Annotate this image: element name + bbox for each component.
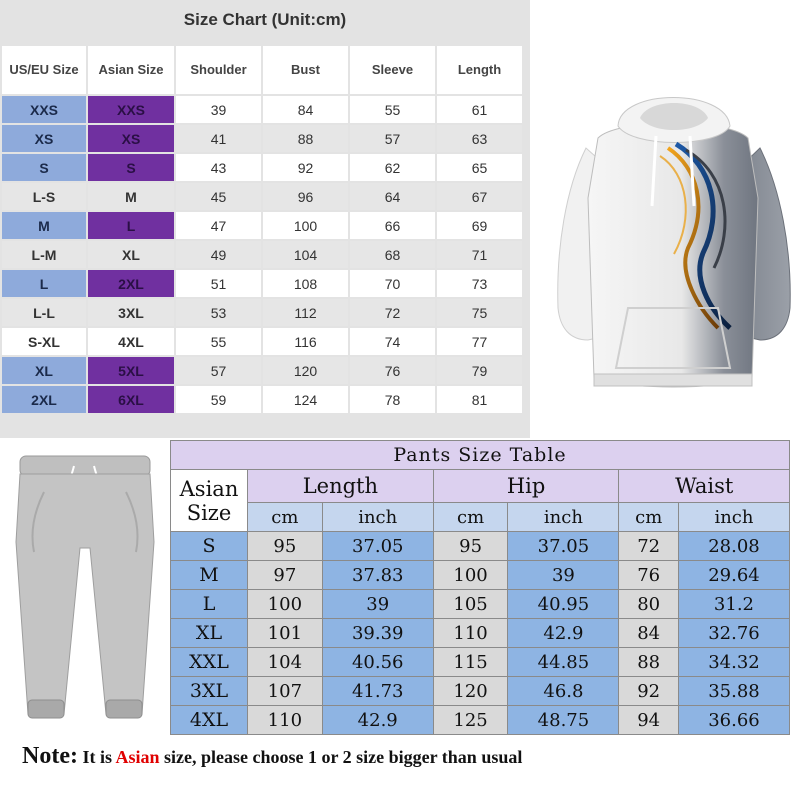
cell-asian-size: S: [88, 154, 174, 181]
pants-cell-hip-cm: 110: [433, 619, 508, 648]
size-table-row: [2, 357, 522, 384]
header-bust: Bust: [263, 46, 348, 94]
cell-shoulder: 43: [176, 154, 261, 181]
cell-sleeve: 70: [350, 270, 435, 297]
note-label: Note: [22, 743, 70, 769]
pants-unit-hip-cm: cm: [433, 503, 508, 532]
pants-cell-hip-cm: 120: [433, 677, 508, 706]
size-table-row: [2, 212, 522, 239]
pants-cell-size: 3XL: [171, 677, 248, 706]
cell-us-eu-size: L-S: [2, 183, 86, 210]
cell-shoulder: 59: [176, 386, 261, 413]
size-table-header-row: [2, 46, 522, 94]
pants-cell-hip-inch: 40.95: [508, 590, 619, 619]
pants-cell-length-inch: 41.73: [322, 677, 433, 706]
cell-shoulder: 57: [176, 357, 261, 384]
pants-cell-hip-cm: 125: [433, 706, 508, 735]
cell-us-eu-size: L-M: [2, 241, 86, 268]
header-sleeve: Sleeve: [350, 46, 435, 94]
cell-bust: 116: [263, 328, 348, 355]
cell-asian-size: 6XL: [88, 386, 174, 413]
cell-bust: 84: [263, 96, 348, 123]
pants-cell-length-inch: 37.83: [322, 561, 433, 590]
cell-length: 61: [437, 96, 522, 123]
pants-cell-waist-inch: 29.64: [678, 561, 789, 590]
cell-shoulder: 45: [176, 183, 261, 210]
pants-table-row: [171, 532, 790, 561]
note-text-before: It is: [77, 747, 116, 767]
cell-us-eu-size: L-L: [2, 299, 86, 326]
hoodie-size-chart: [0, 0, 530, 438]
pants-table-row: [171, 590, 790, 619]
hoodie-image: [548, 78, 798, 408]
pants-cell-waist-cm: 88: [619, 648, 679, 677]
pants-cell-length-cm: 104: [248, 648, 323, 677]
pants-cell-size: M: [171, 561, 248, 590]
pants-cell-length-inch: 42.9: [322, 706, 433, 735]
pants-cell-size: S: [171, 532, 248, 561]
pants-unit-waist-inch: inch: [678, 503, 789, 532]
pants-cell-waist-cm: 76: [619, 561, 679, 590]
cell-bust: 124: [263, 386, 348, 413]
pants-image: [4, 452, 166, 734]
cell-shoulder: 53: [176, 299, 261, 326]
cell-bust: 92: [263, 154, 348, 181]
header-asian-size: Asian Size: [88, 46, 174, 94]
cell-sleeve: 68: [350, 241, 435, 268]
pants-cell-waist-cm: 84: [619, 619, 679, 648]
pants-cell-waist-inch: 28.08: [678, 532, 789, 561]
cell-asian-size: L: [88, 212, 174, 239]
size-table-row: [2, 125, 522, 152]
size-chart-title: Size Chart (Unit:cm): [183, 10, 347, 29]
note-colon: :: [69, 743, 78, 769]
size-table-row: [2, 299, 522, 326]
pants-cell-length-cm: 110: [248, 706, 323, 735]
pants-cell-hip-inch: 48.75: [508, 706, 619, 735]
cell-sleeve: 78: [350, 386, 435, 413]
size-table-row: [2, 386, 522, 413]
cell-us-eu-size: S: [2, 154, 86, 181]
pants-cell-size: XXL: [171, 648, 248, 677]
cell-asian-size: 5XL: [88, 357, 174, 384]
cell-asian-size: M: [88, 183, 174, 210]
size-table-row: [2, 183, 522, 210]
cell-shoulder: 55: [176, 328, 261, 355]
cell-shoulder: 39: [176, 96, 261, 123]
cell-shoulder: 47: [176, 212, 261, 239]
pants-cell-hip-cm: 100: [433, 561, 508, 590]
cell-asian-size: XS: [88, 125, 174, 152]
pants-cell-size: 4XL: [171, 706, 248, 735]
cell-length: 65: [437, 154, 522, 181]
pants-header-asian-size: [171, 470, 248, 532]
cell-length: 79: [437, 357, 522, 384]
pants-cell-hip-inch: 37.05: [508, 532, 619, 561]
cell-bust: 112: [263, 299, 348, 326]
note-text-after: size, please choose 1 or 2 size bigger than usual: [159, 747, 523, 767]
cell-bust: 104: [263, 241, 348, 268]
cell-us-eu-size: L: [2, 270, 86, 297]
pants-table-row: [171, 677, 790, 706]
cell-us-eu-size: 2XL: [2, 386, 86, 413]
pants-table-title: Pants Size Table: [171, 441, 790, 470]
pants-header-length: Length: [248, 470, 434, 503]
pants-cell-hip-inch: 46.8: [508, 677, 619, 706]
pants-cell-waist-inch: 34.32: [678, 648, 789, 677]
pants-unit-length-cm: cm: [248, 503, 323, 532]
pants-cell-hip-inch: 39: [508, 561, 619, 590]
note-highlight: Asian: [115, 747, 160, 767]
size-table-row: [2, 328, 522, 355]
cell-sleeve: 55: [350, 96, 435, 123]
cell-length: 63: [437, 125, 522, 152]
cell-sleeve: 64: [350, 183, 435, 210]
cell-shoulder: 49: [176, 241, 261, 268]
pants-cell-waist-cm: 80: [619, 590, 679, 619]
pants-cell-hip-inch: 42.9: [508, 619, 619, 648]
pants-header-size: Size: [186, 500, 232, 525]
pants-table-unit-row: [171, 503, 790, 532]
header-shoulder: Shoulder: [176, 46, 261, 94]
cell-us-eu-size: XS: [2, 125, 86, 152]
pants-cell-length-cm: 95: [248, 532, 323, 561]
cell-sleeve: 57: [350, 125, 435, 152]
cell-length: 77: [437, 328, 522, 355]
pants-table-group-row: [171, 470, 790, 503]
pants-cell-length-cm: 107: [248, 677, 323, 706]
pants-table-row: [171, 561, 790, 590]
cell-shoulder: 41: [176, 125, 261, 152]
pants-cell-length-cm: 100: [248, 590, 323, 619]
cell-length: 73: [437, 270, 522, 297]
size-note: [22, 738, 792, 774]
pants-cell-waist-inch: 36.66: [678, 706, 789, 735]
pants-cell-hip-cm: 95: [433, 532, 508, 561]
cell-asian-size: 4XL: [88, 328, 174, 355]
size-table-row: [2, 154, 522, 181]
cell-asian-size: XXS: [88, 96, 174, 123]
hoodie-size-table: [0, 44, 524, 415]
pants-cell-size: L: [171, 590, 248, 619]
pants-unit-hip-inch: inch: [508, 503, 619, 532]
cell-bust: 88: [263, 125, 348, 152]
pants-unit-waist-cm: cm: [619, 503, 679, 532]
pants-header-asian: Asian: [179, 476, 239, 501]
pants-table-row: [171, 706, 790, 735]
pants-cell-length-inch: 39: [322, 590, 433, 619]
pants-header-hip: Hip: [433, 470, 619, 503]
pants-cell-waist-cm: 94: [619, 706, 679, 735]
pants-cell-length-cm: 97: [248, 561, 323, 590]
cell-length: 75: [437, 299, 522, 326]
cell-length: 81: [437, 386, 522, 413]
cell-sleeve: 72: [350, 299, 435, 326]
cell-length: 67: [437, 183, 522, 210]
pants-cell-size: XL: [171, 619, 248, 648]
cell-bust: 108: [263, 270, 348, 297]
size-table-row: [2, 241, 522, 268]
pants-table-row: [171, 648, 790, 677]
cell-bust: 120: [263, 357, 348, 384]
pants-cell-hip-cm: 115: [433, 648, 508, 677]
pants-unit-length-inch: inch: [322, 503, 433, 532]
pants-cell-hip-cm: 105: [433, 590, 508, 619]
cell-bust: 96: [263, 183, 348, 210]
cell-shoulder: 51: [176, 270, 261, 297]
cell-us-eu-size: XL: [2, 357, 86, 384]
size-table-row: [2, 270, 522, 297]
pants-cell-hip-inch: 44.85: [508, 648, 619, 677]
pants-cell-length-cm: 101: [248, 619, 323, 648]
pants-cell-waist-cm: 72: [619, 532, 679, 561]
pants-cell-length-inch: 37.05: [322, 532, 433, 561]
pants-cell-waist-inch: 35.88: [678, 677, 789, 706]
cell-sleeve: 62: [350, 154, 435, 181]
pants-cell-waist-inch: 31.2: [678, 590, 789, 619]
cell-us-eu-size: M: [2, 212, 86, 239]
cell-length: 69: [437, 212, 522, 239]
cell-sleeve: 74: [350, 328, 435, 355]
pants-table-title-row: [171, 441, 790, 470]
pants-size-table: [170, 440, 790, 735]
pants-cell-length-inch: 39.39: [322, 619, 433, 648]
header-us-eu-size: US/EU Size: [2, 46, 86, 94]
cell-bust: 100: [263, 212, 348, 239]
cell-asian-size: 3XL: [88, 299, 174, 326]
size-table-row: [2, 96, 522, 123]
cell-asian-size: XL: [88, 241, 174, 268]
pants-cell-waist-cm: 92: [619, 677, 679, 706]
pants-cell-length-inch: 40.56: [322, 648, 433, 677]
cell-sleeve: 66: [350, 212, 435, 239]
cell-us-eu-size: XXS: [2, 96, 86, 123]
cell-length: 71: [437, 241, 522, 268]
pants-header-waist: Waist: [619, 470, 790, 503]
pants-cell-waist-inch: 32.76: [678, 619, 789, 648]
cell-sleeve: 76: [350, 357, 435, 384]
cell-us-eu-size: S-XL: [2, 328, 86, 355]
cell-asian-size: 2XL: [88, 270, 174, 297]
pants-table-row: [171, 619, 790, 648]
header-length: Length: [437, 46, 522, 94]
